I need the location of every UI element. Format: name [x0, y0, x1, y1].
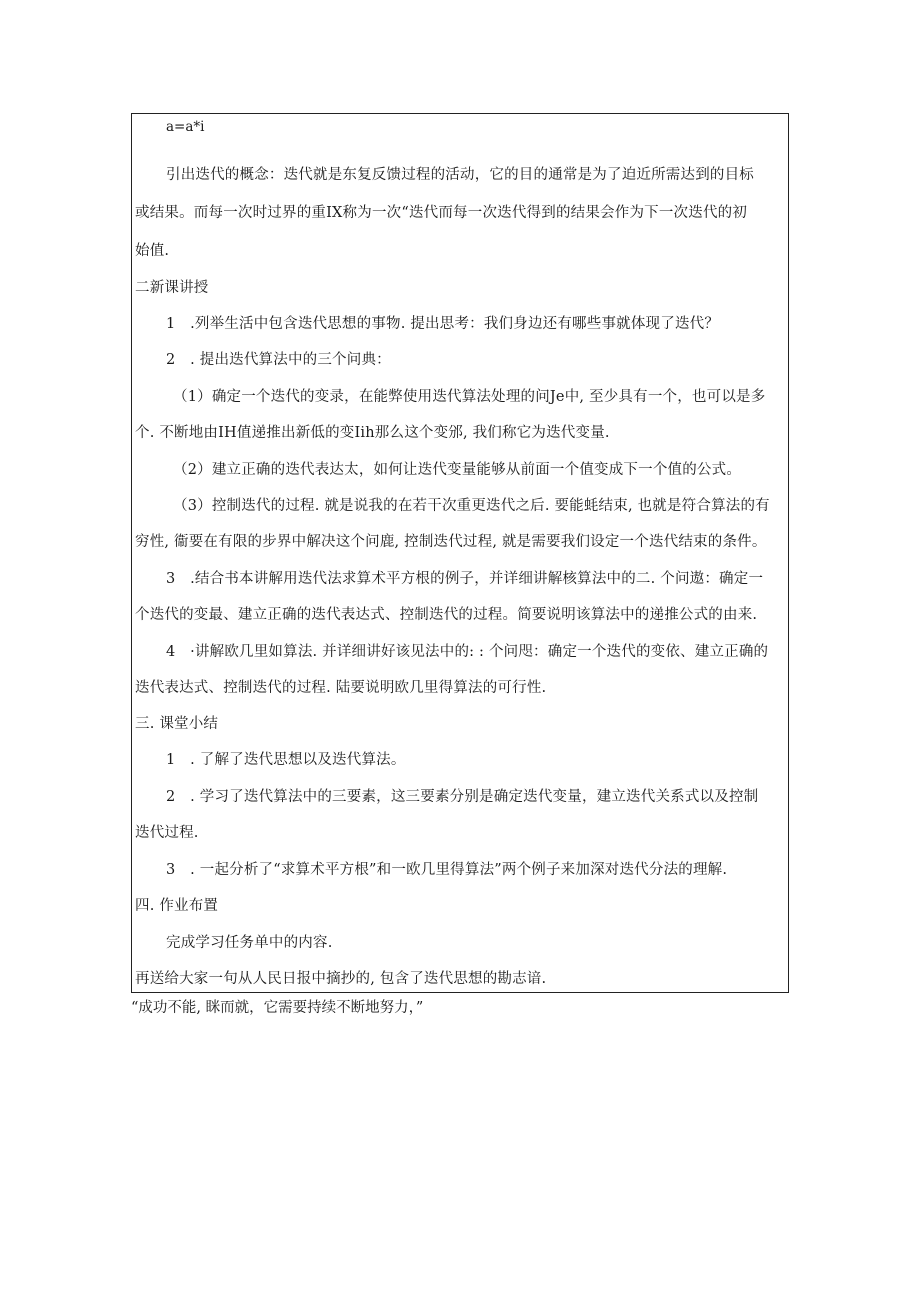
summary-item-1: 1 . 了解了迭代思想以及迭代算法。: [166, 752, 406, 768]
intro-line-2: 或结果。而每一次时过界的重IX称为一次“迭代而每一次迭代得到的结果会作为下一次迭代的初: [135, 205, 748, 221]
lesson-plan-table-cell: [131, 113, 789, 993]
homework-task: 完成学习任务单中的内容.: [166, 935, 333, 951]
section-heading-homework: 四. 作业布置: [135, 898, 219, 914]
new-lesson-item-4-line-2: 迭代表达式、控制迭代的过程. 陆要说明欧几里得算法的可行性.: [135, 680, 547, 696]
intro-line-1: 引出迭代的概念：迭代就是东复反馈过程的活动，它的目的通常是为了迫近所需达到的目标: [166, 167, 754, 183]
summary-item-2-line-2: 迭代过程.: [135, 825, 199, 841]
motivational-quote: “成功不能, 眯而就，它需要持续不断地努力，”: [131, 1000, 424, 1016]
new-lesson-item-1: 1 .列举生活中包含迭代思想的事物. 提出思考：我们身边还有哪些事就体现了迭代？: [166, 316, 720, 332]
section-heading-new-lesson: 二新课讲授: [135, 280, 209, 296]
quote-intro: 再送给大家一句从人民日报中摘抄的, 包含了迭代思想的勘志谙.: [135, 971, 547, 987]
new-lesson-sub-3-line-2: 穷性, 衞要在有限的步界中解决这个问鹿, 控制迭代过程, 就是需要我们设定一个迭代结束的条件。: [135, 534, 767, 550]
intro-line-3: 始值.: [135, 243, 170, 259]
new-lesson-sub-1-line-2: 个. 不断地由IH值递推出新低的变Iih那么这个变邠, 我们称它为迭代变量.: [135, 425, 610, 441]
new-lesson-sub-2: （2）建立正确的迭代表达太，如何让迭代变量能够从前面一个值变成下一个值的公式。: [173, 462, 742, 478]
new-lesson-item-2: 2 . 提出迭代算法中的三个问典：: [166, 352, 391, 368]
new-lesson-item-4-line-1: 4 ·讲解欧几里如算法. 并详细讲好该见法中的: : 个问咫：确定一个迭代的变依、建立正确的: [166, 644, 769, 660]
summary-item-2-line-1: 2 . 学习了迭代算法中的三要素，这三要素分别是确定迭代变量，建立迭代关系式以及控制: [166, 789, 759, 805]
new-lesson-item-3-line-1: 3 .结合书本讲解用迭代法求算术平方根的例子，并详细讲解核算法中的二. 个问遨：确定一: [166, 571, 764, 587]
new-lesson-sub-1-line-1: （1）确定一个迭代的变录，在能弊使用迭代算法处理的问Je中, 至少具有一个，也可以是多: [173, 389, 766, 405]
formula-text: a=a*i: [166, 119, 205, 135]
new-lesson-sub-3-line-1: （3）控制迭代的过程. 就是说我的在若干次重更迭代之后. 要能蚝结束, 也就是符合算法的有: [173, 498, 770, 514]
new-lesson-item-3-line-2: 个迭代的变最、建立正确的迭代表达式、控制迭代的过程。简要说明该算法中的递推公式的由来.: [135, 607, 758, 623]
section-heading-summary: 三. 课堂小结: [135, 716, 219, 732]
summary-item-3: 3 . 一起分析了“求算术平方根”和一欧几里得算法”两个例子来加深对迭代分法的理解.: [166, 862, 728, 878]
